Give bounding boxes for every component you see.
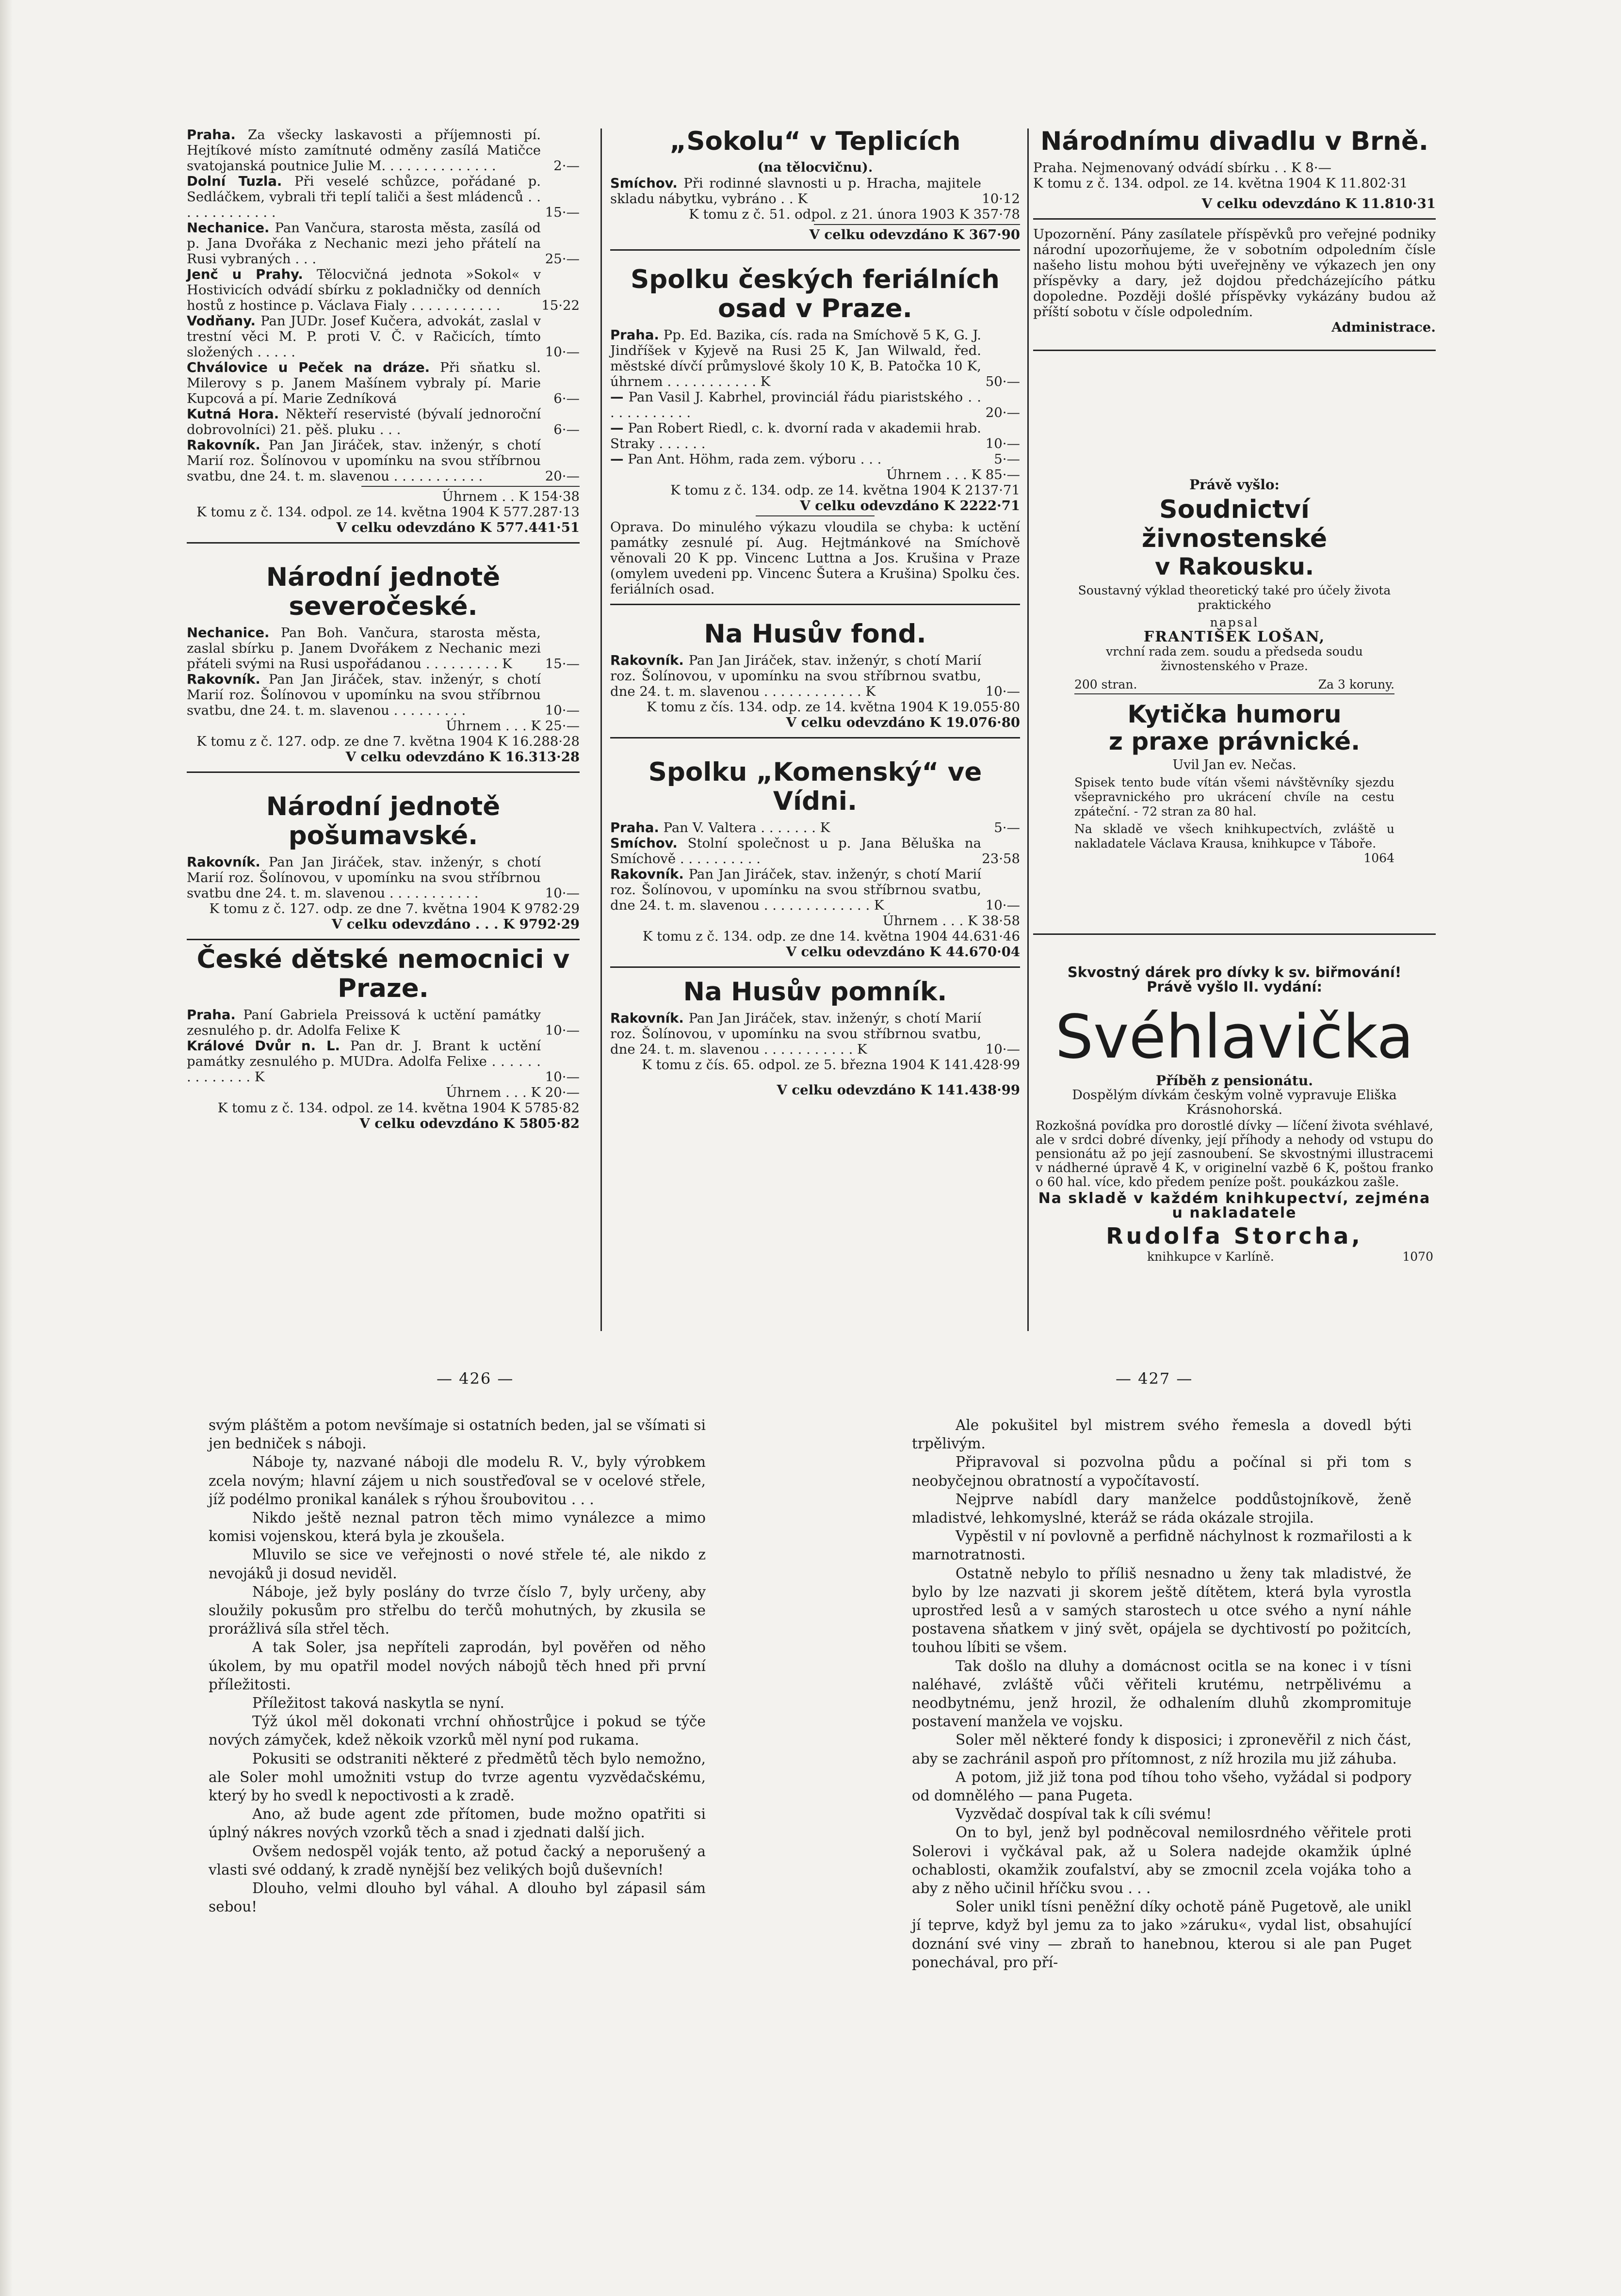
v-celku: V celku odevzdáno K 44.670·04	[786, 944, 1020, 960]
entry-text: Pan Jan Jiráček, stav. inženýr, s chotí Marií roz. Šolínovou, v upomínku na svou stříbrnou svatbu, dne 24. t. m. slavenou . . . . . . . . . . . K	[610, 1011, 981, 1057]
entry-amount: 50·—	[985, 374, 1020, 389]
advert-soudnictvi	[1074, 478, 1394, 692]
entry-text: Někteří reservisté (bývalí jednoroční dobrovolníci) 21. pěš. pluku . . .	[187, 406, 541, 437]
donation-entry	[187, 672, 580, 718]
story-paragraph: Tak došlo na dluhy a domácnost ocitla se na konec i v tísni naléhavé, zvláště vůči věřiteli krutému, netrpělivému a neodbytnému, jenž hrozil, že odhalením dluhů zkompromituje postavení manžela ve vojsku.	[912, 1657, 1411, 1730]
donation-entry	[187, 360, 580, 406]
entry-place: Nechanice.	[187, 220, 270, 236]
ad-line: knihkupce v Karlíně.	[1147, 1250, 1274, 1264]
entry-amount: 10·—	[545, 703, 580, 718]
story-text-left	[209, 1416, 706, 1916]
story-paragraph: Vyzvědač dospíval tak k cíli svému!	[956, 1806, 1212, 1823]
entry-amount: 15·—	[545, 205, 580, 220]
v-celku: V celku odevzdáno K 5805·82	[359, 1116, 580, 1131]
entry-text: Pan V. Valtera . . . . . . . K	[659, 820, 830, 835]
section-title: České dětské nemocnici v Praze.	[196, 945, 570, 1003]
entry-amount: 10·—	[545, 885, 580, 901]
column-divider	[1027, 128, 1029, 1331]
ad-line: Soustavný výklad theoretický také pro účely života praktického	[1078, 583, 1391, 612]
ad-title: Svéhlavička	[1055, 1002, 1414, 1072]
ad-line: Dospělým dívkám českým volně vypravuje Eliška Krásnohorská.	[1072, 1088, 1397, 1117]
uhrnem: Úhrnem . . . K 20·—	[446, 1085, 580, 1100]
k-tomu: K tomu z č. 127. odp. ze dne 7. května 1904 K 16.288·28	[196, 734, 580, 749]
ad-line: Příběh z pensionátu.	[1156, 1073, 1313, 1089]
entry-text: Pan Ant. Höhm, rada zem. výboru . . .	[623, 451, 882, 467]
entry-amount: 10·—	[985, 684, 1020, 699]
story-paragraph: Mluvilo se sice ve veřejnosti o nové střele té, ale nikdo z nevojáků ji dosud neviděl.	[209, 1546, 706, 1582]
entry-text: Při veselé schůzce, pořádané p. Sedláčkem, vybrali tři teplí taliči a šest mládenců . . . . . . . . . . . . .	[187, 174, 541, 220]
k-tomu: K tomu z čís. 65. odpol. ze 5. března 1904 K 141.428·99	[642, 1057, 1020, 1073]
donation-entry	[187, 267, 580, 313]
notice: Upozornění. Pány zasílatele příspěvků pro veřejné podniky národní upozorňujeme, že v sobotním odpoledním čísle našeho listu mohou býti uveřejněny ve výkazech jen ony příspěvky a dary, jež dojdou předcházejícího pátku dopoledne. Později došlé příspěvky vykázány budou až příští sobotu v čísle odpoledním.	[1033, 226, 1436, 320]
story-paragraph: Ano, až bude agent zde přítomen, bude možno opatřiti si úplný nákres nových vzorků těch a snad i zjednati další jich.	[209, 1806, 706, 1841]
brno-line: K tomu z č. 134. odpol. ze 14. května 1904 K 11.802·31	[1033, 176, 1408, 191]
v-celku: V celku odevzdáno K 577.441·51	[336, 520, 580, 535]
uhrnem: Úhrnem . . . K 85·—	[886, 467, 1020, 482]
section-title: Na Husův fond.	[704, 619, 926, 649]
story-paragraph: Týž úkol měl dokonati vrchní ohňostrůjce i pokud se týče nových zámyček, kdež někoik vzorků měl nyní pod rukama.	[209, 1713, 706, 1749]
ad-line: Uvil Jan ev. Nečas.	[1172, 757, 1297, 772]
v-celku: V celku odevzdáno K 11.810·31	[1201, 196, 1436, 211]
ad-number: 1064	[1363, 851, 1394, 865]
section-title: Spolku „Komenský“ ve Vídni.	[648, 757, 982, 816]
ad-line: Na skladě v každém knihkupectví, zejména u nakladatele	[1038, 1190, 1431, 1221]
entry-text: Pan JUDr. Josef Kučera, advokát, zaslal v trestní věci M. P. proti V. Č. v Račicích, tímto složených . . . . .	[187, 313, 541, 360]
notice-signature: Administrace.	[1331, 320, 1436, 335]
entry-amount: 10·—	[985, 436, 1020, 451]
story-paragraph: Nejprve nabídl dary manželce poddůstojníkově, ženě mladistvé, lehkomyslné, kteráž se ráda okázale strojila.	[912, 1491, 1411, 1526]
advert-kyticka	[1074, 701, 1394, 866]
entry-text: Pan Jan Jiráček, stav. inženýr, s chotí Marií roz. Šolínovou, v upomínku na svou stříbrnou svatbu dne 24. t. m. slavenou . . . . . . . . . . .	[187, 854, 541, 901]
story-paragraph: Náboje, jež byly poslány do tvrze číslo 7, byly určeny, aby sloužily pokusům pro střelbu do terčů mohutných, by zkusila se prorážlivá síla střel těch.	[209, 1583, 706, 1638]
k-tomu: K tomu z čís. 134. odp. ze 14. května 1904 K 19.055·80	[647, 699, 1020, 715]
entry-place: Praha.	[187, 1007, 236, 1023]
entry-amount: 10·—	[985, 898, 1020, 913]
story-paragraph: Soler unikl tísni peněžní díky ochotě páně Pugetově, ale unikl jí teprve, když byl jemu za to jako »záruku«, vydal list, obsahující doznání své viny — zbraň to hanebnou, kterou si ale pan Puget ponechával, pro pří-	[912, 1898, 1411, 1971]
donation-entry	[187, 1007, 580, 1038]
donation-entry	[610, 389, 1020, 420]
entry-amount: 25·—	[545, 251, 580, 267]
ad-price: Za 3 koruny.	[1318, 677, 1394, 691]
v-celku: V celku odevzdáno K 367·90	[809, 227, 1020, 242]
column-divider	[600, 128, 602, 1331]
entry-place: Rakovník.	[610, 1011, 684, 1026]
ad-line: vrchní rada zem. soudu a předseda soudu živnostenského v Praze.	[1106, 644, 1363, 673]
entry-place: Praha.	[610, 327, 659, 343]
ad-number: 1070	[1402, 1250, 1433, 1264]
k-tomu: K tomu z č. 127. odp. ze dne 7. května 1904 K 9782·29	[209, 901, 580, 916]
donation-entry	[187, 313, 580, 360]
story-paragraph: Nikdo ještě neznal patron těch mimo vynálezce a mimo komisi vojenskou, která byla je zkoušela.	[209, 1509, 706, 1545]
ad-title: v Rakousku.	[1154, 553, 1314, 580]
donation-entry	[610, 420, 1020, 451]
story-paragraph: On to byl, jenž byl podněcoval nemilosrdného věřitele proti Solerovi i vyčkával pak, až u Solera nadejde okamžik úplné ochablosti, okamžik zoufalství, aby se zmocnil zcela vojáka toho a aby z něho učinil hříčku svou . . .	[912, 1824, 1411, 1897]
section-title: Na Husův pomník.	[683, 977, 947, 1007]
v-celku: V celku odevzdáno K 141.438·99	[777, 1082, 1020, 1098]
middle-donation-column	[610, 127, 1020, 1098]
story-paragraph: svým pláštěm a potom nevšímaje si ostatních beden, jal se všímati si jen bedniček s náboji.	[209, 1417, 706, 1452]
entry-place: Rakovník.	[610, 653, 684, 668]
entry-place: Praha.	[187, 127, 236, 143]
entry-text: Při rodinné slavnosti u p. Hracha, majitele skladu nábytku, vybráno . . K	[610, 176, 981, 207]
entry-amount: 10·—	[545, 344, 580, 360]
donation-entry	[610, 835, 1020, 867]
uhrnem: Úhrnem . . K 154·38	[442, 489, 580, 504]
entry-text: Pan Vančura, starosta města, zasílá od p. Jana Dvořáka z Nechanic mezi jeho přátelí na Rusi vybraných . . .	[187, 220, 541, 267]
ad-author: FRANTIŠEK LOŠAN,	[1143, 628, 1326, 645]
donation-entry	[610, 867, 1020, 913]
donation-entry	[610, 1011, 1020, 1057]
ad-line: Skvostný dárek pro dívky k sv. biřmování!	[1067, 964, 1402, 980]
story-paragraph: Vypěstil v ní povlovně a perfidně náchylnost k rozmařilosti a k marnotratnosti.	[912, 1528, 1411, 1563]
entry-place: Králové Dvůr n. L.	[187, 1038, 340, 1054]
entry-place: Smíchov.	[610, 835, 678, 851]
entry-amount: 5·—	[994, 820, 1020, 835]
uhrnem: Úhrnem . . . K 25·—	[446, 718, 580, 734]
entry-place: —	[610, 451, 624, 467]
entry-amount: 6·—	[553, 391, 580, 406]
entry-amount: 10·—	[545, 1023, 580, 1038]
entry-place: Rakovník.	[610, 867, 684, 882]
ad-pages: 200 stran.	[1074, 677, 1137, 691]
entry-text: Pan Jan Jiráček, stav. inženýr, s chotí Marií roz. Šolínovou v upomínku na svou stříbrnou svatbu, dne 24. t. m. slavenou . . . . . . . . . . .	[187, 437, 541, 484]
section-title: Národní jednotě pošumavské.	[266, 792, 501, 851]
entry-place: Nechanice.	[187, 625, 270, 641]
entry-place: Rakovník.	[187, 437, 260, 453]
entry-text: Při sňatku sl. Milerovy s p. Janem Mašínem vybraly pí. Marie Kupcová a pí. Marie Zedníková	[187, 360, 541, 406]
story-paragraph: Ale pokušitel byl mistrem svého řemesla a dovedl býti trpělivým.	[912, 1417, 1411, 1452]
v-celku: V celku odevzdáno K 2222·71	[800, 498, 1020, 514]
k-tomu: K tomu z č. 134. odpol. ze 14. května 1904 K 577.287·13	[196, 504, 580, 520]
entry-amount: 2·—	[553, 158, 580, 174]
story-paragraph: Připravoval si pozvolna půdu a počínal si při tom s neobyčejnou obratností a vypočítavostí.	[912, 1454, 1411, 1489]
ad-title: z praxe právnické.	[1108, 727, 1361, 755]
donation-entry	[610, 451, 1020, 467]
ad-line: Rozkošná povídka pro dorostlé dívky — líčení života svéhlavé, ale v srdci dobré dívenky, její příhody a nehody od vstupu do pensionátu až po její zasnoubení. Se skvostnými illustracemi v nádherné úpravě 4 K, v originelní vazbě 6 K, poštou franko o 60 hal. více, kdo předem peníze pošt. poukázkou zašle.	[1036, 1119, 1433, 1189]
donation-entry	[610, 820, 1020, 835]
donation-entry	[187, 406, 580, 437]
story-paragraph: Pokusiti se odstraniti některé z předmětů těch bylo nemožno, ale Soler mohl umožniti vstup do tvrze agentu vyzvědačskému, který by ho svedl k nepoctivosti a k zradě.	[209, 1750, 706, 1804]
entry-amount: 23·58	[982, 851, 1020, 867]
k-tomu: K tomu z č. 134. odpol. ze 14. května 1904 K 5785·82	[217, 1100, 580, 1116]
story-paragraph: Ostatně nebylo to příliš nesnadno u ženy tak mladistvé, že bylo by lze nazvati ji skorem ještě dítětem, která byla vyrostla uprostřed lesů a v samých starostech u otce svého a nyní náhle postavena sňatkem v jiný svět, opájela se dychtivostí po požitcích, touhou líbiti se všem.	[912, 1565, 1411, 1656]
entry-place: —	[610, 420, 624, 436]
entry-text: Pp. Ed. Bazika, cís. rada na Smíchově 5 K, G. J. Jindříšek v Kyjevě na Rusi 25 K, Jan Wilwald, řed. městské dívčí průmyslové školy 10 K, B. Patočka 10 K, úhrnem . . . . . . . . . . . K	[610, 327, 981, 389]
section-subtitle: (na tělocvičnu).	[757, 160, 873, 175]
story-text-right	[912, 1416, 1411, 1972]
ad-divider	[1074, 693, 1394, 694]
entry-place: Kutná Hora.	[187, 406, 279, 422]
entry-amount: 6·—	[553, 422, 580, 437]
page-number-left: — 426 —	[437, 1369, 514, 1388]
page-fold-shadow	[0, 0, 13, 2296]
donation-entry	[610, 653, 1020, 699]
entry-text: Pan Jan Jiráček, stav. inženýr, s chotí Marií roz. Šolínovou, v upomínku na svou stříbrnou svatbu, dne 24. t. m. slavenou . . . . . . . . . . . . . K	[610, 867, 981, 913]
story-paragraph: A tak Soler, jsa nepříteli zaprodán, byl pověřen od něho úkolem, by mu opatřil model nových nábojů těch hned při první příležitosti.	[209, 1639, 706, 1693]
ad-line: Na skladě ve všech knihkupectvích, zvláště u nakladatele Václava Krausa, knihkupce v Táboře.	[1074, 822, 1394, 851]
entry-place: Smíchov.	[610, 176, 678, 191]
story-paragraph: Soler měl některé fondy k disposici; i zpronevěřil z nich část, aby se zachránil aspoň pro přítomnost, z níž hrozila mu již záhuba.	[912, 1732, 1411, 1767]
donation-entry	[187, 625, 580, 672]
entry-text: Pan Vasil J. Kabrhel, provinciál řádu piaristského . . . . . . . . . . . .	[610, 389, 981, 420]
ad-line: Právě vyšlo II. vydání:	[1147, 979, 1322, 995]
entry-amount: 10·12	[982, 191, 1020, 207]
donation-entry	[187, 220, 580, 267]
section-title: Národnímu divadlu v Brně.	[1040, 127, 1428, 156]
ad-line: Spisek tento bude vítán všemi návštěvníky sjezdu všepravnického pro ukrácení chvíle na cestu zpáteční. - 72 stran za 80 hal.	[1074, 775, 1394, 819]
entry-text: Pan Robert Riedl, c. k. dvorní rada v akademii hrab. Straky . . . . . .	[610, 420, 981, 451]
entry-place: Rakovník.	[187, 672, 260, 687]
advert-svehlavicka	[1036, 965, 1433, 1264]
ad-title: Kytička humoru	[1127, 700, 1342, 728]
ad-line: Právě vyšlo:	[1189, 477, 1280, 493]
entry-amount: 10·—	[985, 1042, 1020, 1057]
donation-entry	[187, 174, 580, 220]
entry-place: —	[610, 389, 624, 405]
entry-place: Jenč u Prahy.	[187, 267, 303, 282]
k-tomu: K tomu z č. 51. odpol. z 21. února 1903 K 357·78	[689, 207, 1020, 222]
entry-amount: 10·—	[545, 1069, 580, 1085]
entry-place: Praha.	[610, 820, 659, 835]
entry-text: Pan dr. J. Brant k uctění památky zesnulého p. MUDra. Adolfa Felixe . . . . . . . . . . . . . . K	[187, 1038, 541, 1085]
k-tomu: K tomu z č. 134. odp. ze 14. května 1904 K 2137·71	[670, 482, 1020, 498]
story-paragraph: A potom, již již tona pod tíhou toho všeho, vyžádal si podpory od domnělého — pana Pugeta.	[912, 1768, 1411, 1804]
right-column	[1033, 127, 1436, 356]
entry-place: Chválovice u Peček na dráze.	[187, 360, 430, 375]
entry-text: Stolní společnost u p. Jana Běluška na Smíchově . . . . . . . . . .	[610, 835, 981, 867]
story-paragraph: Ovšem nedospěl voják tento, až potud čacký a neporušený a vlasti své oddaný, k zradě nynější bez velikých bojů duševních!	[209, 1843, 706, 1878]
v-celku: V celku odevzdáno K 16.313·28	[345, 749, 580, 765]
section-title: „Sokolu“ v Teplicích	[669, 127, 961, 156]
page-number-right: — 427 —	[1116, 1369, 1193, 1388]
entry-amount: 20·—	[545, 468, 580, 484]
ad-divider	[1033, 933, 1436, 935]
donation-entry	[610, 176, 1020, 207]
ad-title: Soudnictví živnostenské	[1141, 495, 1328, 553]
entry-amount: 5·—	[994, 451, 1020, 467]
ad-line: napsal	[1210, 615, 1259, 629]
entry-text: Tělocvičná jednota »Sokol« v Hostivicích odvádí sbírku z pokladničky od denních hostů z hostince p. Václava Fialy . . . . . . . . . . .	[187, 267, 541, 313]
section-title: Spolku českých feriálních osad v Praze.	[631, 265, 1000, 323]
oprava-note: Oprava. Do minulého výkazu vloudila se chyba: k uctění památky zesnulé pí. Aug. Hejtmánkové na Smíchově věnovali 20 K pp. Vincenc Luttna a Jos. Krušina v Praze (omylem uvedeni pp. Vincenc Šutera a Krušina) Spolku čes. feriálních osad.	[610, 519, 1020, 597]
entry-place: Dolní Tuzla.	[187, 174, 282, 189]
entry-place: Rakovník.	[187, 854, 260, 870]
story-paragraph: Dlouho, velmi dlouho byl váhal. A dlouho byl zápasil sám sebou!	[209, 1880, 706, 1915]
entry-text: Za všecky laskavosti a příjemnosti pí. Hejtíkové místo zamítnuté odměny zasílá Matičce svatojanská poutnice Julie M. . . . . . . . . . . . . .	[187, 127, 541, 174]
donation-entry	[187, 127, 580, 174]
v-celku: V celku odevzdáno K 19.076·80	[786, 715, 1020, 730]
entry-place: Vodňany.	[187, 313, 256, 329]
story-paragraph: Příležitost taková naskytla se nyní.	[252, 1695, 504, 1712]
story-paragraph: Náboje ty, nazvané náboji dle modelu R. V., byly výrobkem zcela novým; hlavní zájem u nich soustřeďoval se v ocelové střele, jíž podélmo pronikal kanálek s rýhou šroubovitou . . .	[209, 1454, 706, 1508]
ad-publisher: Rudolfa Storcha,	[1106, 1223, 1363, 1249]
donation-entry	[187, 1038, 580, 1085]
uhrnem: Úhrnem . . . K 38·58	[882, 913, 1020, 929]
entry-text: Pan Jan Jiráček, stav. inženýr, s chotí Marií roz. Šolínovou, v upomínku na svou stříbrnou svatbu, dne 24. t. m. slavenou . . . . . . . . . . . . K	[610, 653, 981, 699]
donation-entry	[187, 854, 580, 901]
left-donation-column	[187, 127, 580, 1131]
section-title: Národní jednotě severočeské.	[266, 562, 501, 621]
brno-line: Praha. Nejmenovaný odvádí sbírku . . K 8·—	[1033, 160, 1332, 176]
entry-amount: 15·—	[545, 656, 580, 672]
k-tomu: K tomu z č. 134. odp. ze dne 14. května 1904 44.631·46	[642, 929, 1020, 944]
entry-amount: 15·22	[541, 298, 580, 313]
donation-entry	[187, 437, 580, 484]
v-celku: V celku odevzdáno . . . K 9792·29	[331, 916, 580, 932]
entry-text: Pan Jan Jiráček, stav. inženýr, s chotí Marií roz. Šolínovou v upomínku na svou stříbrnou svatbu, dne 24. t. m. slavenou . . . . . . . . .	[187, 672, 541, 718]
entry-amount: 20·—	[985, 405, 1020, 420]
donation-entry	[610, 327, 1020, 389]
entry-text: Pan Boh. Vančura, starosta města, zaslal sbírku p. Janem Dvořákem z Nechanic mezi přáteli svými na Rusi uspořádanou . . . . . . . . . K	[187, 625, 541, 672]
entry-text: Paní Gabriela Preissová k uctění památky zesnulého p. dr. Adolfa Felixe K	[187, 1007, 541, 1038]
